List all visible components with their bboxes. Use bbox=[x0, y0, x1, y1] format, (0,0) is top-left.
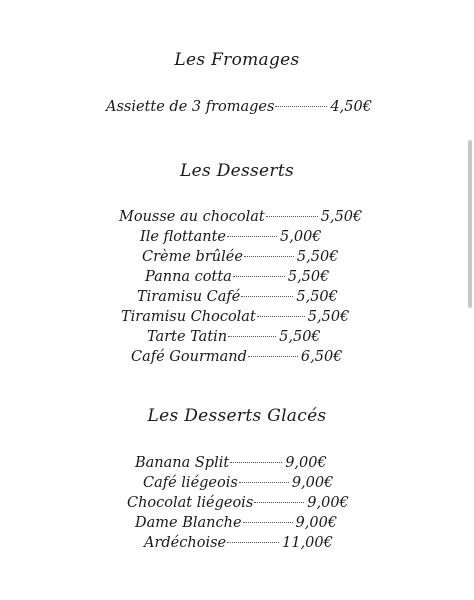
item-price: 11,00€ bbox=[282, 535, 333, 551]
item-price: 9,00€ bbox=[291, 475, 334, 491]
menu-item bbox=[106, 98, 372, 116]
leader-dots bbox=[275, 106, 327, 107]
item-price: 5,00€ bbox=[280, 229, 322, 245]
item-name: Chocolat liégeois bbox=[127, 495, 254, 511]
item-name: Tiramisu Chocolat bbox=[121, 309, 256, 325]
menu-item bbox=[135, 454, 327, 472]
menu-item bbox=[142, 248, 338, 266]
leader-dots bbox=[244, 256, 294, 257]
leader-dots bbox=[257, 316, 305, 317]
section-title-desserts-glaces: Les Desserts Glacés bbox=[147, 406, 327, 426]
item-price: 4,50€ bbox=[330, 99, 372, 115]
item-name: Café Gourmand bbox=[131, 349, 247, 365]
item-name: Panna cotta bbox=[145, 269, 232, 285]
menu-item bbox=[119, 208, 362, 226]
item-price: 9,00€ bbox=[295, 515, 338, 531]
menu-item bbox=[143, 474, 333, 492]
item-name: Banana Split bbox=[135, 455, 230, 471]
leader-dots bbox=[239, 482, 289, 483]
item-name: Dame Blanche bbox=[135, 515, 242, 531]
scrollbar[interactable] bbox=[468, 140, 472, 308]
leader-dots bbox=[227, 236, 277, 237]
leader-dots bbox=[230, 462, 282, 463]
item-price: 5,50€ bbox=[296, 289, 338, 305]
item-name: Assiette de 3 fromages bbox=[106, 99, 275, 115]
item-price: 5,50€ bbox=[279, 329, 321, 345]
menu-item bbox=[145, 268, 329, 286]
item-name: Ile flottante bbox=[140, 229, 227, 245]
item-price: 9,00€ bbox=[307, 495, 349, 511]
leader-dots bbox=[228, 336, 276, 337]
leader-dots bbox=[243, 522, 293, 523]
item-price: 5,50€ bbox=[287, 269, 330, 285]
section-title-desserts: Les Desserts bbox=[180, 161, 294, 181]
leader-dots bbox=[266, 216, 318, 217]
menu-item bbox=[135, 514, 337, 532]
menu-item bbox=[137, 288, 338, 306]
item-name: Ardéchoise bbox=[144, 535, 227, 551]
section-title-fromages: Les Fromages bbox=[174, 50, 300, 70]
item-name: Café liégeois bbox=[143, 475, 238, 491]
menu-item bbox=[121, 308, 349, 326]
leader-dots bbox=[233, 276, 285, 277]
menu-item bbox=[140, 228, 322, 246]
menu-item bbox=[147, 328, 321, 346]
leader-dots bbox=[241, 296, 293, 297]
menu-item bbox=[131, 348, 342, 366]
menu-item bbox=[127, 494, 349, 512]
item-price: 5,50€ bbox=[296, 249, 339, 265]
item-price: 6,50€ bbox=[300, 349, 343, 365]
item-name: Mousse au chocolat bbox=[119, 209, 265, 225]
item-price: 9,00€ bbox=[285, 455, 327, 471]
item-price: 5,50€ bbox=[307, 309, 350, 325]
item-name: Crème brûlée bbox=[142, 249, 243, 265]
leader-dots bbox=[248, 356, 298, 357]
leader-dots bbox=[227, 542, 279, 543]
leader-dots bbox=[254, 502, 304, 503]
menu-item bbox=[144, 534, 333, 552]
item-price: 5,50€ bbox=[320, 209, 363, 225]
item-name: Tiramisu Café bbox=[137, 289, 241, 305]
item-name: Tarte Tatin bbox=[147, 329, 228, 345]
